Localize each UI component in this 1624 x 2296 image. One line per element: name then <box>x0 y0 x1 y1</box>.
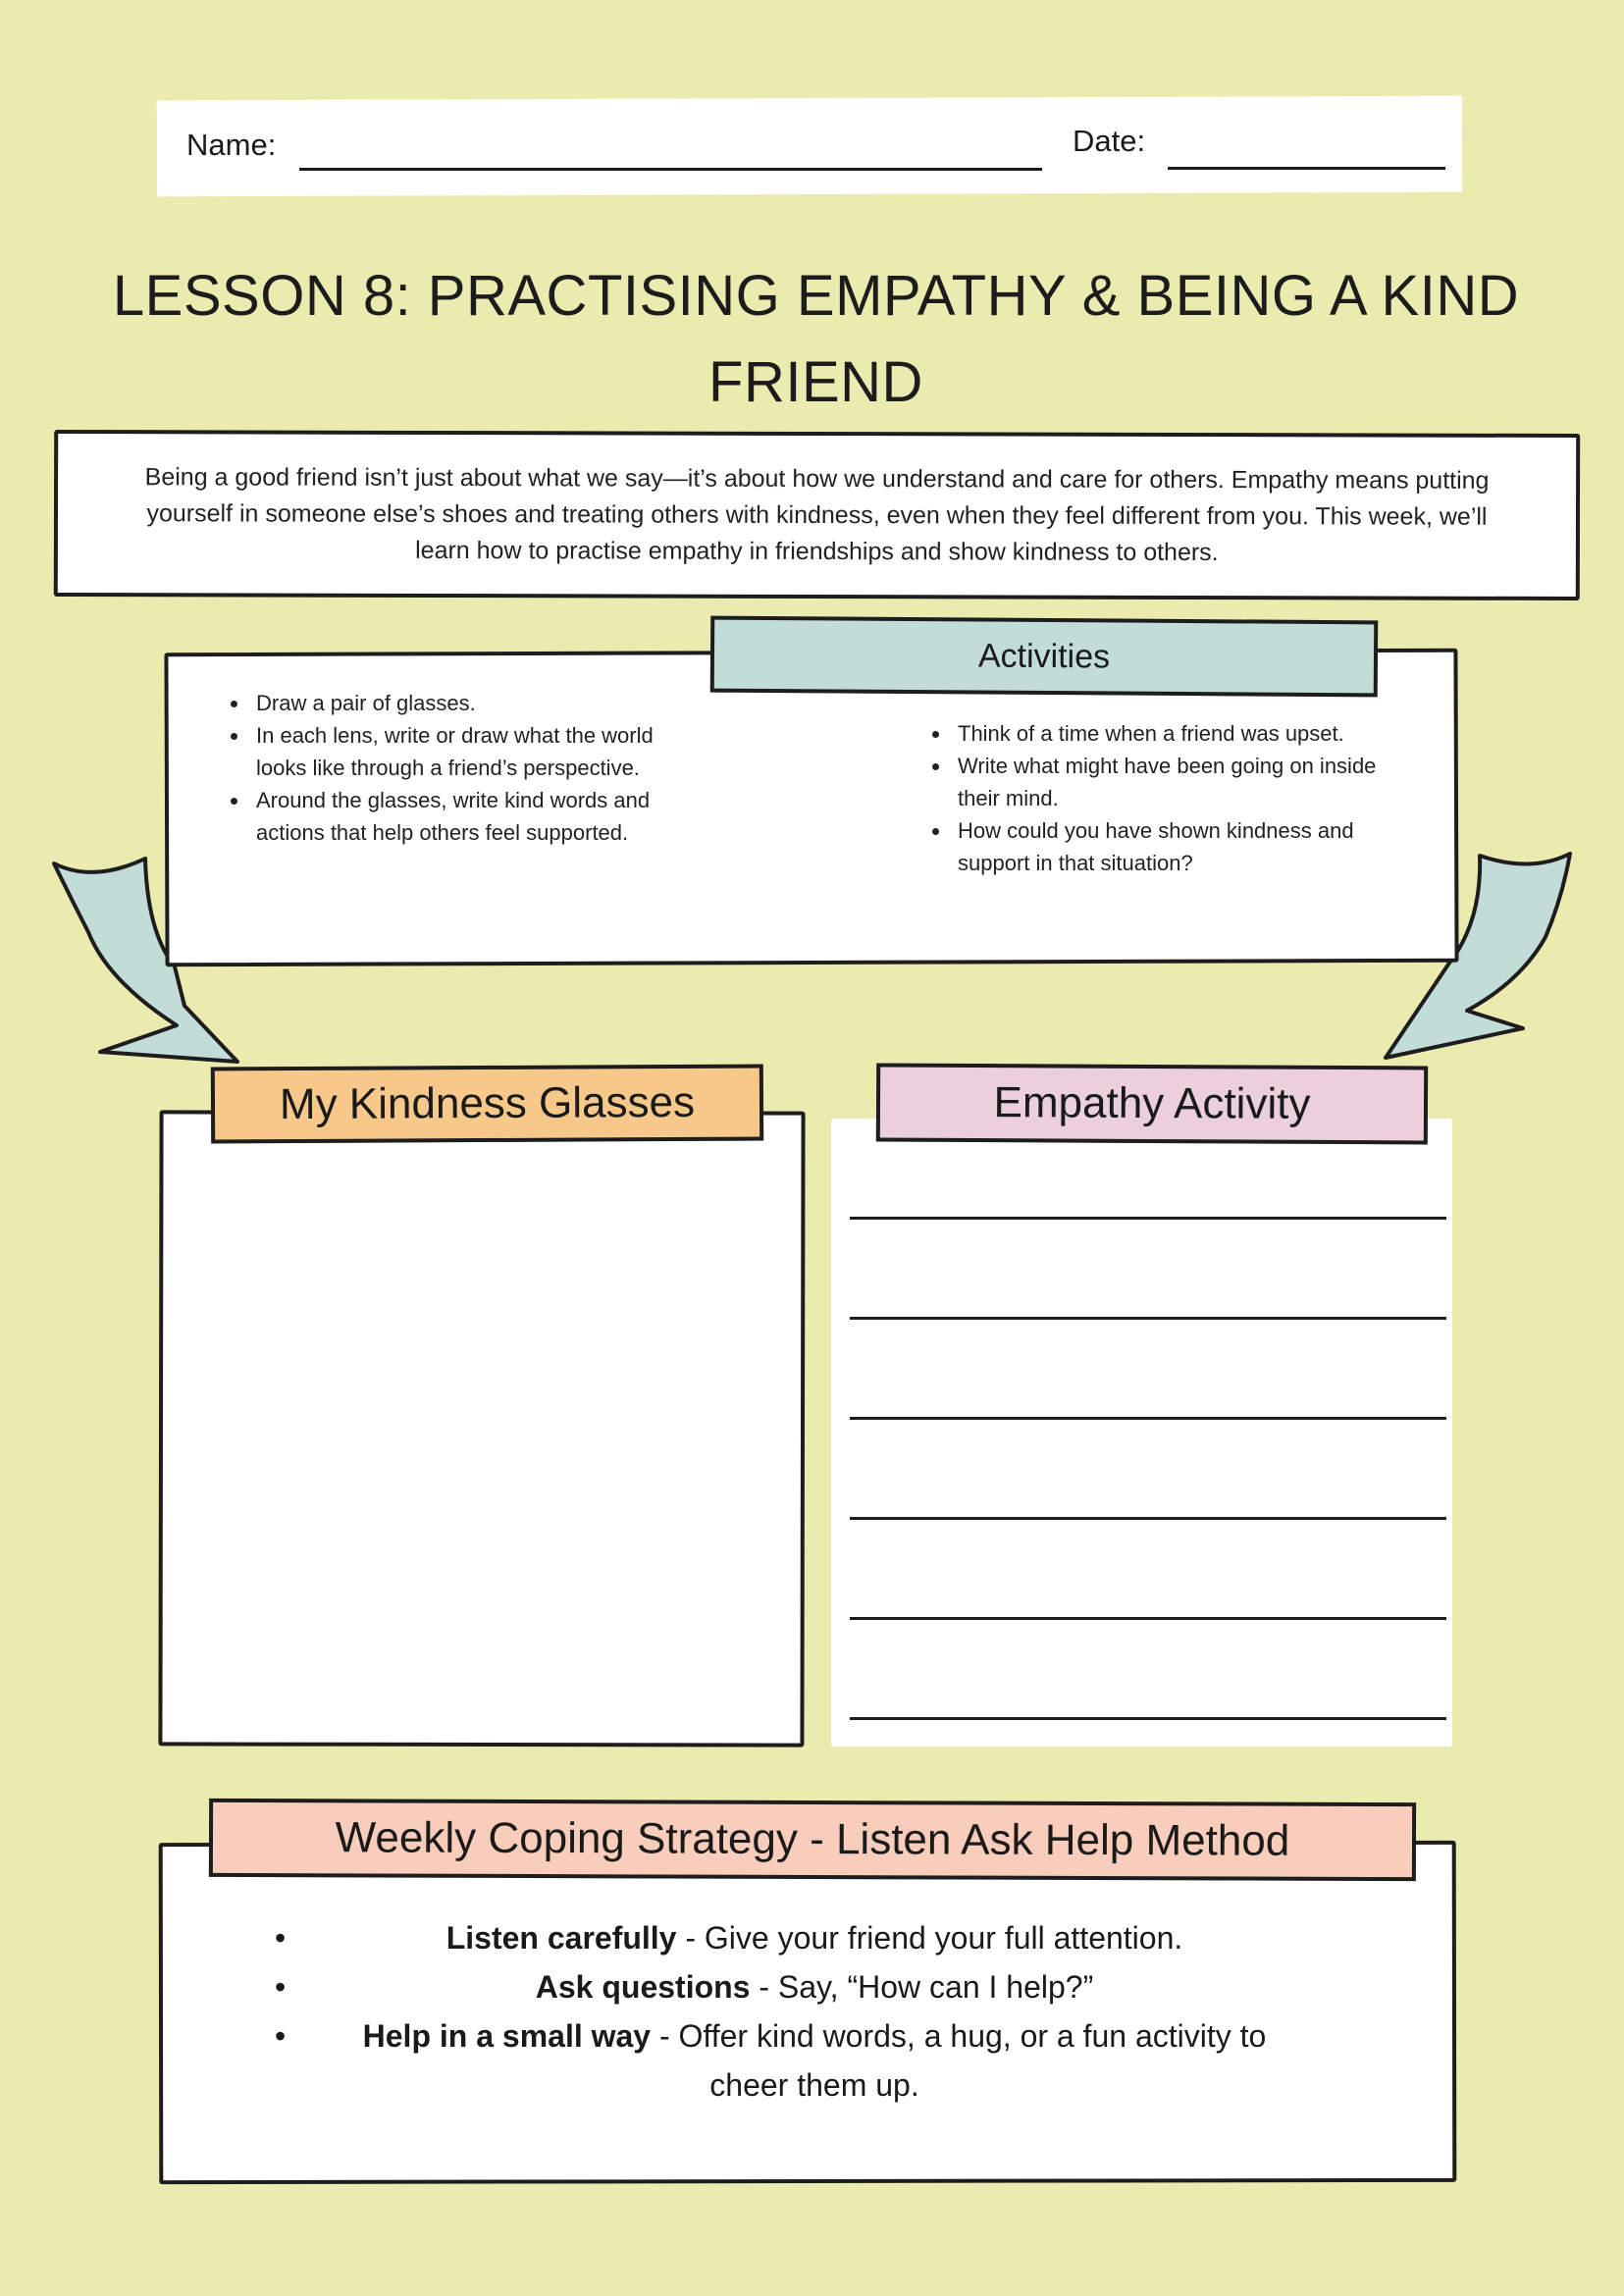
intro-box <box>54 430 1580 600</box>
writing-line[interactable] <box>850 1517 1446 1520</box>
date-field[interactable] <box>1168 167 1445 170</box>
writing-line[interactable] <box>850 1317 1446 1320</box>
list-item: • How could you have shown kindness and support in that situation? <box>952 814 1393 879</box>
bullet-icon: • <box>275 1920 287 1956</box>
intro-text: Being a good friend isn’t just about what we say—it’s about how we understand and care for others. Empathy means putting yourself in someone else’s shoes and treating others with kindness, even when they feel different from you. This week, we’ll learn how to practise empathy in friendships and show kindness to others. <box>144 462 1490 566</box>
empathy-writing-area <box>831 1119 1452 1747</box>
list-item: • In each lens, write or draw what the world looks like through a friend’s perspective. <box>250 719 692 784</box>
list-item <box>265 2011 1364 2110</box>
list-item: • Around the glasses, write kind words and actions that help others feel supported. <box>250 784 692 849</box>
name-date-strip <box>157 96 1462 197</box>
kindness-heading: My Kindness Glasses <box>211 1065 763 1144</box>
strategy-description: - Say, “How can I help?” <box>750 1969 1094 2005</box>
empathy-heading: Empathy Activity <box>876 1064 1428 1145</box>
strategy-name: Listen carefully <box>445 1920 677 1956</box>
strategy-name: Ask questions <box>535 1969 751 2005</box>
strategy-description: - Offer kind words, a hug, or a fun activity to cheer them up. <box>651 2018 1267 2103</box>
date-label: Date: <box>1073 124 1146 158</box>
name-field[interactable] <box>299 168 1042 171</box>
list-item: • Write what might have been going on inside their mind. <box>952 750 1393 814</box>
list-item: • Draw a pair of glasses. <box>250 687 692 719</box>
strategy-description: - Give your friend your full attention. <box>676 1920 1183 1956</box>
bullet-icon: • <box>275 1969 287 2005</box>
coping-heading: Weekly Coping Strategy - Listen Ask Help Method <box>209 1799 1416 1881</box>
writing-line[interactable] <box>850 1417 1446 1420</box>
kindness-drawing-area[interactable] <box>158 1110 805 1747</box>
activities-right-list <box>922 717 1393 879</box>
activities-heading: Activities <box>710 616 1379 698</box>
page-title: LESSON 8: PRACTISING EMPATHY & BEING A KIND FRIEND <box>112 264 1520 414</box>
bullet-icon: • <box>275 2018 287 2054</box>
list-item: • Think of a time when a friend was upset. <box>952 717 1393 750</box>
list-item <box>265 1962 1364 2011</box>
writing-line[interactable] <box>850 1217 1446 1220</box>
writing-line[interactable] <box>850 1717 1446 1720</box>
strategy-name: Help in a small way <box>362 2018 652 2054</box>
list-item <box>265 1913 1364 1962</box>
name-label: Name: <box>186 128 277 162</box>
activities-left-list <box>221 687 692 849</box>
coping-list <box>265 1913 1364 2110</box>
writing-line[interactable] <box>850 1617 1446 1620</box>
